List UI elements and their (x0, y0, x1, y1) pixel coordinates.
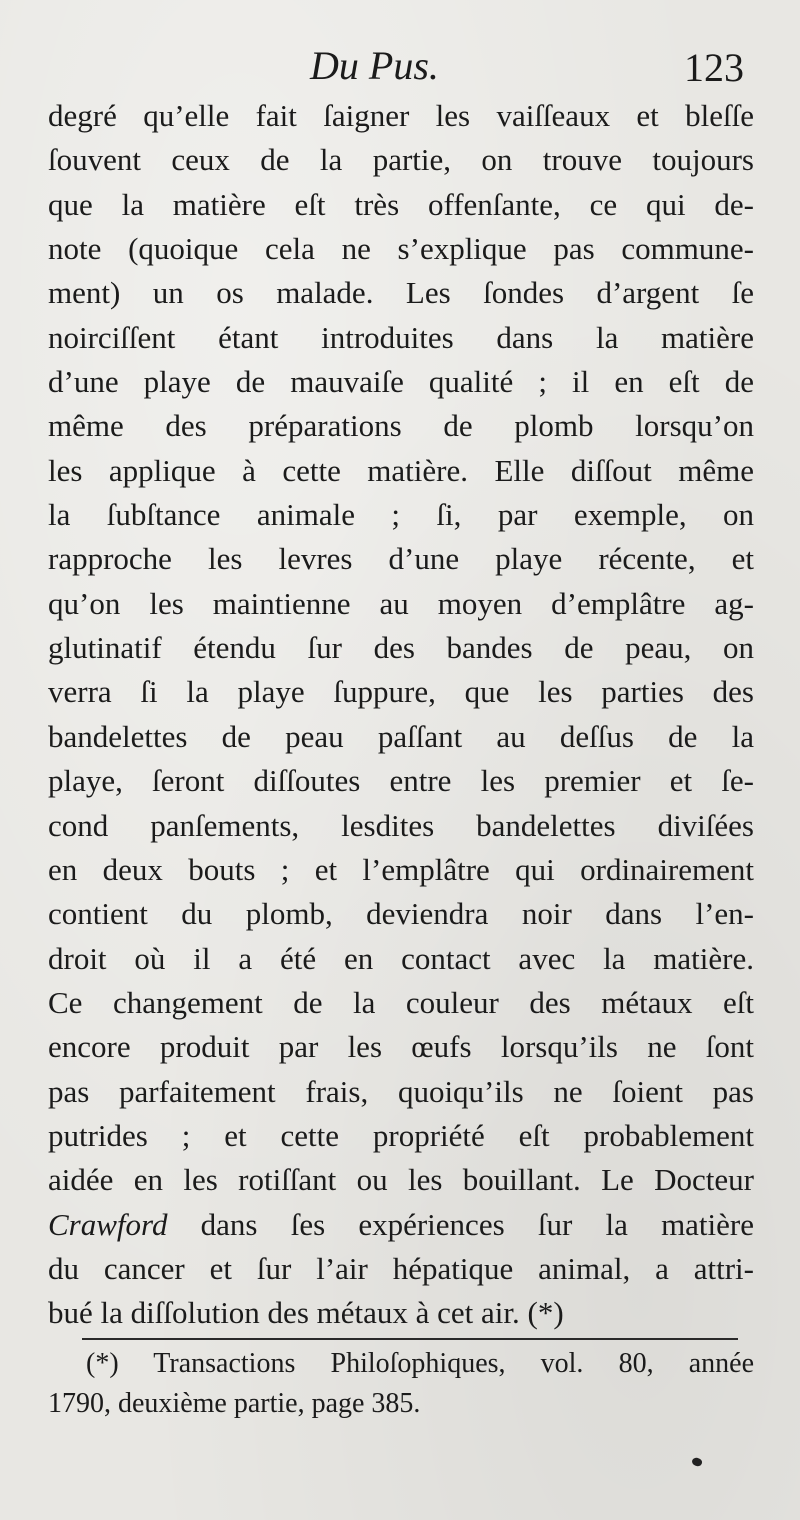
text-line: contient du plomb, deviendra noir dans l’en- (48, 896, 754, 932)
text-line: degré qu’elle fait ſaigner les vaiſſeaux et bleſſe (48, 98, 754, 133)
text-line: encore produit par les œufs lorsqu’ils ne ſont (48, 1029, 754, 1065)
text-line: d’une playe de mauvaiſe qualité ; il en eſt de (48, 364, 754, 400)
text-line: putrides ; et cette propriété eſt probablement (48, 1117, 754, 1153)
text-line: noirciſſent étant introduites dans la matière (48, 319, 754, 355)
text-line: même des préparations de plomb lorsqu’on (48, 408, 754, 444)
text-line: qu’on les maintienne au moyen d’emplâtre ag- (48, 585, 754, 621)
text-line-rest: dans ſes expériences ſur la matière (200, 1206, 754, 1242)
text-line: en deux bouts ; et l’emplâtre qui ordinairement (48, 851, 754, 887)
text-line: la ſubſtance animale ; ſi, par exemple, on (48, 497, 754, 533)
text-line: note (quoique cela ne s’explique pas commune- (48, 231, 754, 267)
running-title: Du Pus. (310, 43, 439, 88)
footnote-rule (82, 1338, 738, 1340)
ink-speck (691, 1456, 703, 1467)
text-line: bué la diſſolution des métaux à cet air. (*) (48, 1295, 564, 1331)
text-line: rapproche les levres d’une playe récente, et (48, 541, 754, 577)
text-line: glutinatif étendu ſur des bandes de peau, on (48, 630, 754, 666)
text-line: ſouvent ceux de la partie, on trouve toujours (48, 142, 754, 178)
text-line: que la matière eſt très offenſante, ce qui de- (48, 186, 754, 222)
footnote (48, 1344, 754, 1424)
footnote-line: (*) Transactions Philoſophiques, vol. 80, année (86, 1348, 754, 1379)
text-line: cond panſements, lesdites bandelettes diviſées (48, 807, 754, 843)
page-header (0, 40, 800, 100)
text-line: playe, ſeront diſſoutes entre les premier et ſe- (48, 763, 754, 799)
body-text (48, 94, 754, 1336)
text-line: du cancer et ſur l’air hépatique animal, a attri- (48, 1250, 754, 1286)
text-line: Ce changement de la couleur des métaux eſt (48, 984, 754, 1020)
text-line: aidée en les rotiſſant ou les bouillant. Le Docteur (48, 1162, 754, 1198)
text-line-with-name (48, 1203, 754, 1247)
text-line: verra ſi la playe ſuppure, que les parties des (48, 674, 754, 710)
footnote-line: 1790, deuxième partie, page 385. (48, 1388, 421, 1419)
text-line: droit où il a été en contact avec la matière. (48, 940, 754, 976)
text-line: pas parfaitement frais, quoiqu’ils ne ſoient pas (48, 1073, 754, 1109)
text-line: ment) un os malade. Les ſondes d’argent ſe (48, 275, 754, 311)
italic-name: Crawford (48, 1206, 168, 1242)
page-number: 123 (684, 45, 744, 90)
text-line: bandelettes de peau paſſant au deſſus de la (48, 718, 754, 754)
text-line: les applique à cette matière. Elle diſſout même (48, 452, 754, 488)
